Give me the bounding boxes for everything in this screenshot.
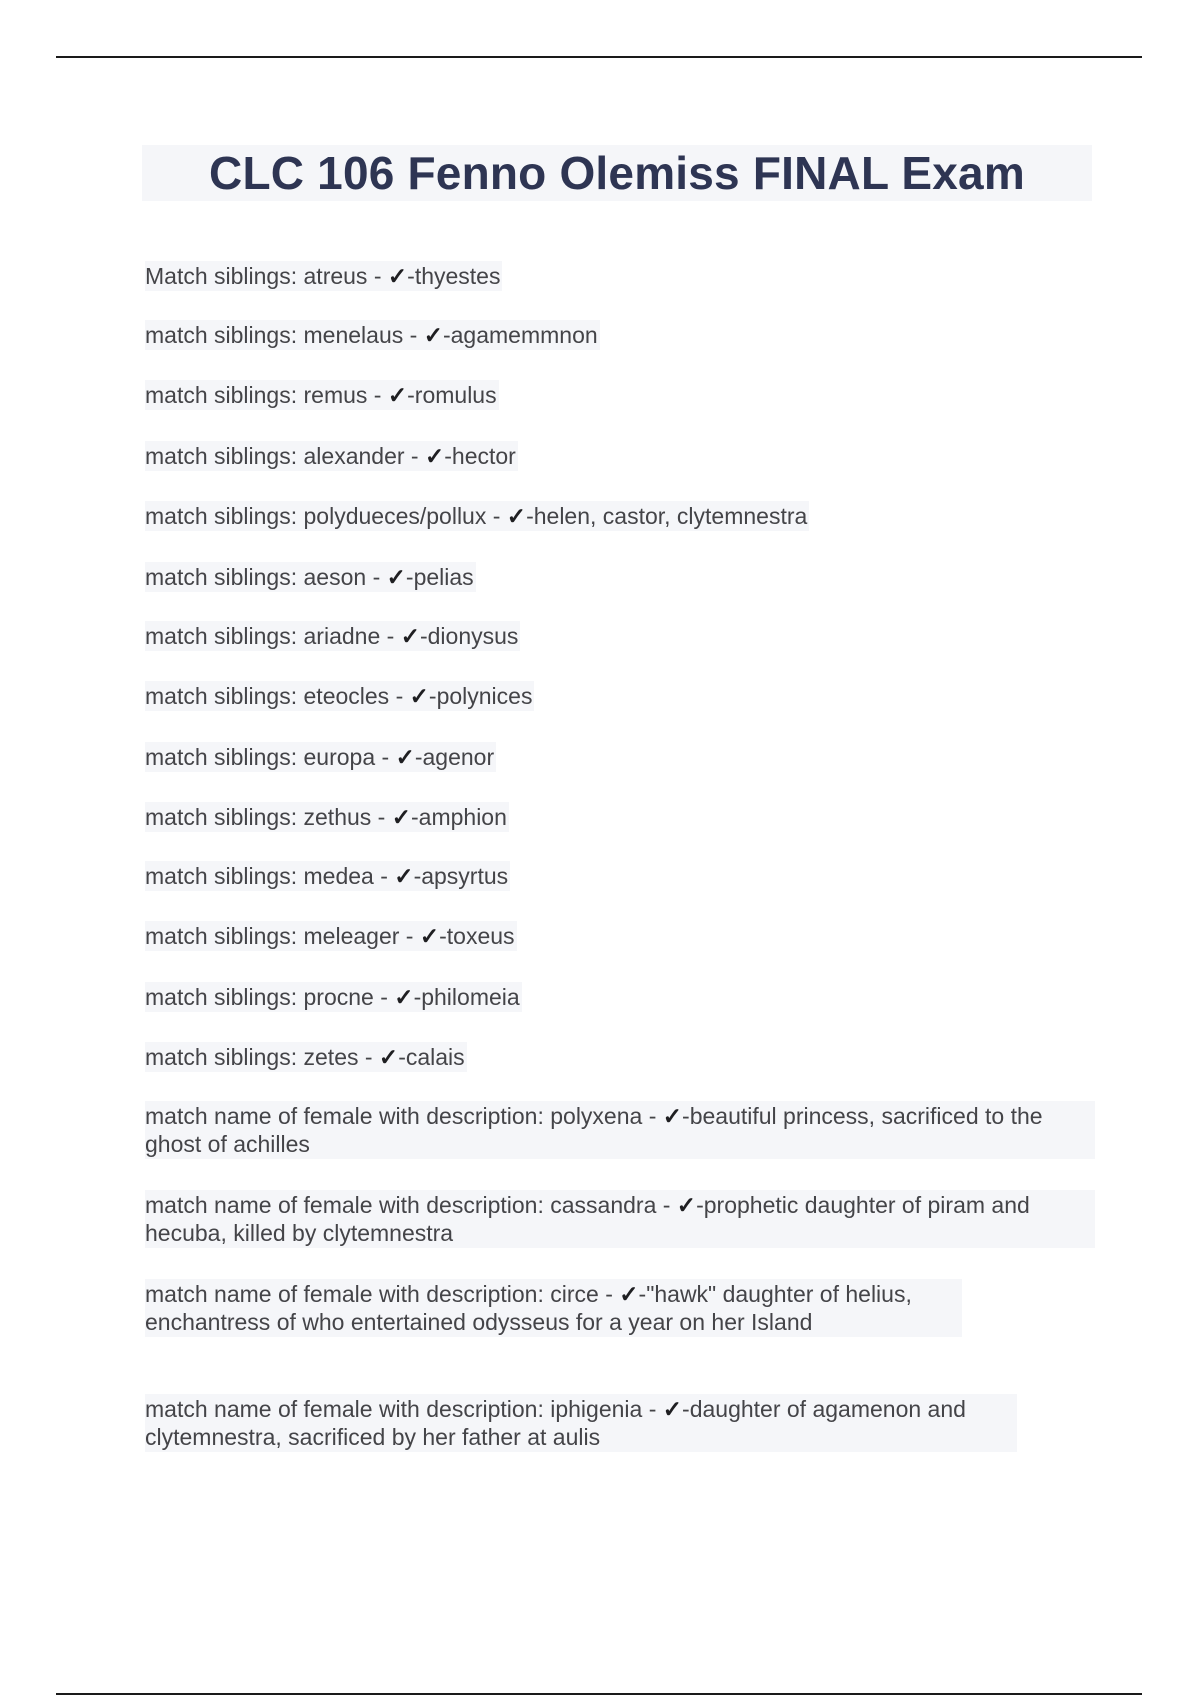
qa-question: match siblings: polydueces/pollux -	[145, 503, 507, 529]
qa-answer: -"hawk" daughter of helius, enchantress of who entertained odysseus for a year on her Island	[145, 1281, 912, 1335]
check-icon: ✓	[409, 683, 429, 709]
qa-item	[145, 261, 502, 291]
qa-answer: -daughter of agamenon and clytemnestra, sacrificed by her father at aulis	[145, 1396, 966, 1450]
qa-item	[145, 982, 522, 1012]
qa-question: match siblings: europa -	[145, 744, 396, 770]
qa-answer: -hector	[444, 443, 516, 469]
qa-question: match siblings: alexander -	[145, 443, 425, 469]
qa-question: Match siblings: atreus -	[145, 263, 388, 289]
qa-item	[145, 380, 499, 410]
check-icon: ✓	[423, 322, 443, 348]
check-icon: ✓	[419, 923, 440, 949]
qa-question: match name of female with description: iphigenia -	[145, 1396, 663, 1422]
qa-answer: -amphion	[411, 804, 507, 830]
qa-answer: -beautiful princess, sacrificed to the ghost of achilles	[145, 1103, 1043, 1157]
check-icon: ✓	[394, 984, 414, 1010]
check-icon: ✓	[676, 1192, 697, 1218]
qa-answer: -thyestes	[407, 263, 501, 289]
qa-question: match siblings: aeson -	[145, 564, 387, 590]
check-icon: ✓	[400, 623, 420, 649]
qa-answer: -dionysus	[419, 623, 519, 649]
qa-answer: -prophetic daughter of piram and hecuba, killed by clytemnestra	[145, 1192, 1030, 1246]
qa-item	[145, 501, 809, 531]
qa-item	[145, 921, 517, 951]
qa-question: match name of female with description: cassandra -	[145, 1192, 677, 1218]
qa-answer: -agenor	[414, 744, 495, 770]
qa-answer: -romulus	[407, 382, 497, 408]
check-icon: ✓	[394, 863, 414, 889]
qa-question: match siblings: meleager -	[145, 923, 420, 949]
check-icon: ✓	[378, 1044, 399, 1070]
qa-answer: -calais	[398, 1044, 465, 1070]
check-icon: ✓	[619, 1281, 639, 1307]
qa-question: match siblings: medea -	[145, 863, 395, 889]
qa-item	[145, 681, 534, 711]
check-icon: ✓	[391, 804, 411, 830]
qa-answer: -toxeus	[439, 923, 515, 949]
qa-item	[145, 1279, 962, 1337]
qa-question: match siblings: ariadne -	[145, 623, 401, 649]
top-rule	[56, 56, 1142, 58]
qa-item	[145, 441, 518, 471]
check-icon: ✓	[395, 744, 415, 770]
check-icon: ✓	[387, 382, 408, 408]
qa-answer: -helen, castor, clytemnestra	[526, 503, 808, 529]
qa-answer: -apsyrtus	[413, 863, 509, 889]
qa-question: match siblings: procne -	[145, 984, 395, 1010]
qa-question: match name of female with description: polyxena -	[145, 1103, 663, 1129]
check-icon: ✓	[387, 263, 408, 289]
qa-item	[145, 1394, 1017, 1452]
qa-item	[145, 742, 496, 772]
qa-item	[145, 1042, 467, 1072]
qa-question: match siblings: zethus -	[145, 804, 392, 830]
qa-answer: -philomeia	[413, 984, 520, 1010]
qa-answer: -pelias	[405, 564, 474, 590]
qa-question: match siblings: eteocles -	[145, 683, 410, 709]
qa-question: match name of female with description: circe -	[145, 1281, 620, 1307]
qa-item	[145, 320, 600, 350]
qa-question: match siblings: zetes -	[145, 1044, 379, 1070]
qa-item	[145, 562, 476, 592]
check-icon: ✓	[424, 443, 445, 469]
check-icon: ✓	[506, 503, 527, 529]
bottom-rule	[56, 1693, 1142, 1695]
document-title: CLC 106 Fenno Olemiss FINAL Exam	[209, 147, 1025, 199]
qa-item	[145, 1190, 1095, 1248]
check-icon: ✓	[386, 564, 406, 590]
qa-item	[145, 861, 510, 891]
check-icon: ✓	[662, 1103, 683, 1129]
qa-answer: -polynices	[428, 683, 533, 709]
qa-question: match siblings: menelaus -	[145, 322, 424, 348]
qa-item	[145, 802, 509, 832]
qa-answer: -agamemmnon	[442, 322, 598, 348]
qa-item	[145, 621, 520, 651]
title-banner	[142, 145, 1092, 201]
qa-item	[145, 1101, 1095, 1159]
qa-question: match siblings: remus -	[145, 382, 388, 408]
check-icon: ✓	[662, 1396, 683, 1422]
